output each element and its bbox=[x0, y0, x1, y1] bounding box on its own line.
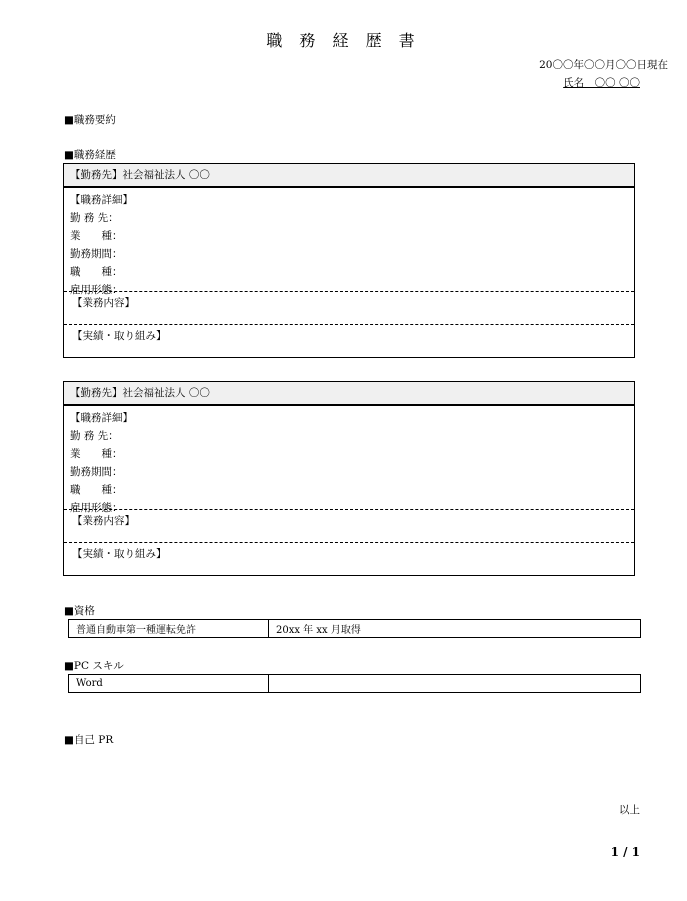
duties: 【業務内容】 bbox=[64, 291, 634, 324]
field-industry: 業 種： bbox=[70, 448, 123, 460]
field-workplace: 勤 務 先： bbox=[70, 212, 119, 224]
section-qualifications: ■資格 bbox=[64, 605, 95, 617]
job-header: 【勤務先】社会福祉法人 〇〇 bbox=[64, 164, 634, 188]
qualification-name: 普通自動車第一種運転免許 bbox=[69, 620, 269, 638]
closing-mark: 以上 bbox=[619, 804, 640, 816]
table-row bbox=[69, 620, 641, 638]
date-line: 20〇〇年〇〇月〇〇日現在 bbox=[539, 59, 668, 71]
field-period: 勤務期間： bbox=[70, 248, 123, 260]
document-title: 職 務 経 歴 書 bbox=[266, 31, 421, 50]
qualifications-table bbox=[68, 619, 641, 638]
pc-skill-name: Word bbox=[69, 675, 269, 693]
detail-title: 【職務詳細】 bbox=[70, 412, 133, 424]
job-header: 【勤務先】社会福祉法人 〇〇 bbox=[64, 382, 634, 406]
page-number: 1 / 1 bbox=[610, 845, 640, 859]
field-period: 勤務期間： bbox=[70, 466, 123, 478]
pc-skill-level bbox=[269, 675, 641, 693]
field-industry: 業 種： bbox=[70, 230, 123, 242]
section-summary: ■職務要約 bbox=[64, 114, 116, 126]
job-detail bbox=[64, 188, 634, 296]
section-history: ■職務経歴 bbox=[64, 149, 116, 161]
pc-skills-table bbox=[68, 674, 641, 693]
field-employment-type: 雇用形態： bbox=[70, 284, 123, 296]
qualification-date: 20xx 年 xx 月取得 bbox=[269, 620, 641, 638]
field-occupation: 職 種： bbox=[70, 484, 123, 496]
table-row bbox=[69, 675, 641, 693]
job-block-1 bbox=[63, 163, 635, 358]
section-pc-skills: ■PC スキル bbox=[64, 660, 124, 672]
name-line: 氏名 〇〇 〇〇 bbox=[563, 77, 640, 89]
job-detail bbox=[64, 406, 634, 514]
detail-title: 【職務詳細】 bbox=[70, 194, 133, 206]
field-employment-type: 雇用形態： bbox=[70, 502, 123, 514]
section-self-pr: ■自己 PR bbox=[64, 734, 114, 746]
duties: 【業務内容】 bbox=[64, 509, 634, 542]
field-occupation: 職 種： bbox=[70, 266, 123, 278]
field-workplace: 勤 務 先： bbox=[70, 430, 119, 442]
achievements: 【実績・取り組み】 bbox=[64, 324, 634, 357]
achievements: 【実績・取り組み】 bbox=[64, 542, 634, 575]
job-block-2 bbox=[63, 381, 635, 576]
